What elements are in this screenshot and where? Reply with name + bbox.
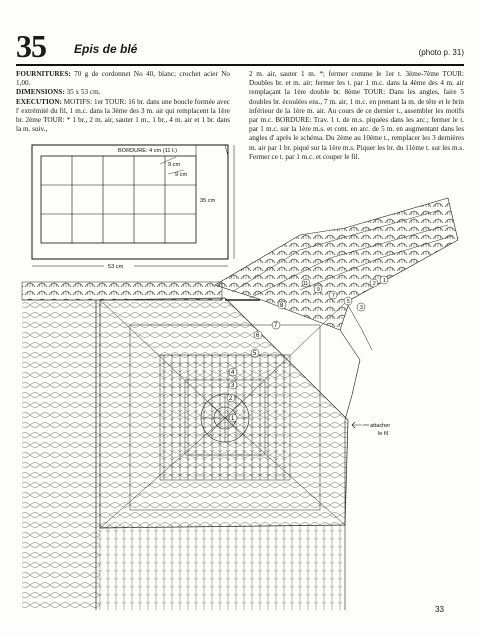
border-marker-11 <box>302 279 310 287</box>
svg-text:1: 1 <box>383 278 386 284</box>
svg-text:4: 4 <box>231 370 235 376</box>
svg-text:3: 3 <box>360 305 363 311</box>
attach-thread-marker <box>352 422 390 437</box>
border-marker-7 <box>329 291 337 299</box>
round-marker-7 <box>272 321 280 329</box>
svg-text:5: 5 <box>347 299 350 305</box>
round-marker-6 <box>254 331 262 339</box>
fournitures-text: 70 g de cordonnet No 40, blanc; crochet acier No 1,00. <box>16 70 230 88</box>
pattern-number: 35 <box>16 28 46 64</box>
svg-text:2: 2 <box>229 396 233 402</box>
svg-text:2: 2 <box>373 281 376 287</box>
execution-text: MOTIFS: 1er TOUR: 16 br. dans une boucle formée avec l' extrémité du fil, 1 m.c. dans la 3ème des 3 m. air qui remplacent la 1ère br. 2ème TOUR: * 1 br., 2 m. air, sauter 1 m., 1 br., 4 m. air et 1 br. dans la m. suiv., <box>16 97 230 134</box>
right-column-text: 2 m. air, sauter 1 m. *; fermer comme le 1er t. 3ème-7ème TOUR: Doubles br. et m. air; fermer les t. par 1 m.c. dans la 4ème des 4 m. air remplaçant la 1ère double br. 8ème TOUR: Dans les angles, faire 5 doubles br. écoulées ens., 7 m. air, 1 m.c. en prenant la m. de tête et le brin inférieur de la 1ère m. air. Au cours de ce dernier t., assembler les motifs par m.c. BORDURE: Trav. 1 t. de m.s. piquées dans les arc.; fermer le t. par 1 m.c. sur la 1ère m.s. et cont. en arc. de 5 m. en augmentant dans les angles d' après le schéma. Du 2ème au 10ème t., remplacer les 3 dernières m. air par 1 br. piqué sur la 1ère m.s. Piquer les br. du 11ème t. sur les m.s. Fermer ce t. par 1 m.c. et couper le fil. <box>249 70 464 161</box>
border-marker-3 <box>357 303 365 311</box>
svg-text:5: 5 <box>253 351 257 357</box>
page-number: 33 <box>435 605 444 614</box>
arrow-icon <box>352 422 362 428</box>
svg-text:7: 7 <box>274 323 278 329</box>
left-border-strip <box>22 300 100 610</box>
inner-dimension-label-2: 9 cm <box>175 172 188 178</box>
photo-reference: (photo p. 31) <box>418 48 464 57</box>
inner-dimension-label-1: 9 cm <box>168 162 181 168</box>
round-marker-2 <box>227 394 235 402</box>
fournitures-label: FOURNITURES: <box>16 70 71 78</box>
svg-text:3: 3 <box>231 383 235 389</box>
top-border-strip <box>22 282 222 300</box>
main-motif <box>100 298 348 528</box>
pattern-title: Epis de blé <box>74 42 138 56</box>
border-marker-5 <box>344 297 352 305</box>
round-marker-4 <box>229 368 237 376</box>
round-marker-5 <box>251 349 259 357</box>
dimensions-label: DIMENSIONS: <box>16 88 65 97</box>
svg-text:7: 7 <box>332 293 335 299</box>
width-label: 53 cm <box>108 264 124 270</box>
round-marker-1 <box>229 414 237 422</box>
round-marker-3 <box>229 381 237 389</box>
svg-text:6: 6 <box>256 333 260 339</box>
border-marker-2 <box>370 279 378 287</box>
svg-text:11: 11 <box>303 281 309 287</box>
attach-label-line-2: le fil <box>378 431 388 437</box>
dimensions-text: 35 x 53 cm. <box>66 88 101 97</box>
round-marker-8 <box>278 301 286 309</box>
svg-text:9: 9 <box>317 287 320 293</box>
svg-text:8: 8 <box>280 303 284 309</box>
border-marker-1 <box>380 276 388 284</box>
height-label: 35 cm <box>200 198 216 204</box>
svg-text:1: 1 <box>231 416 235 422</box>
bordure-label: BORDURE: 4 cm (11 t.) <box>118 148 177 154</box>
execution-label: EXECUTION: <box>16 97 62 106</box>
attach-label-line-1: attacher <box>370 423 391 429</box>
border-marker-9 <box>314 285 322 293</box>
